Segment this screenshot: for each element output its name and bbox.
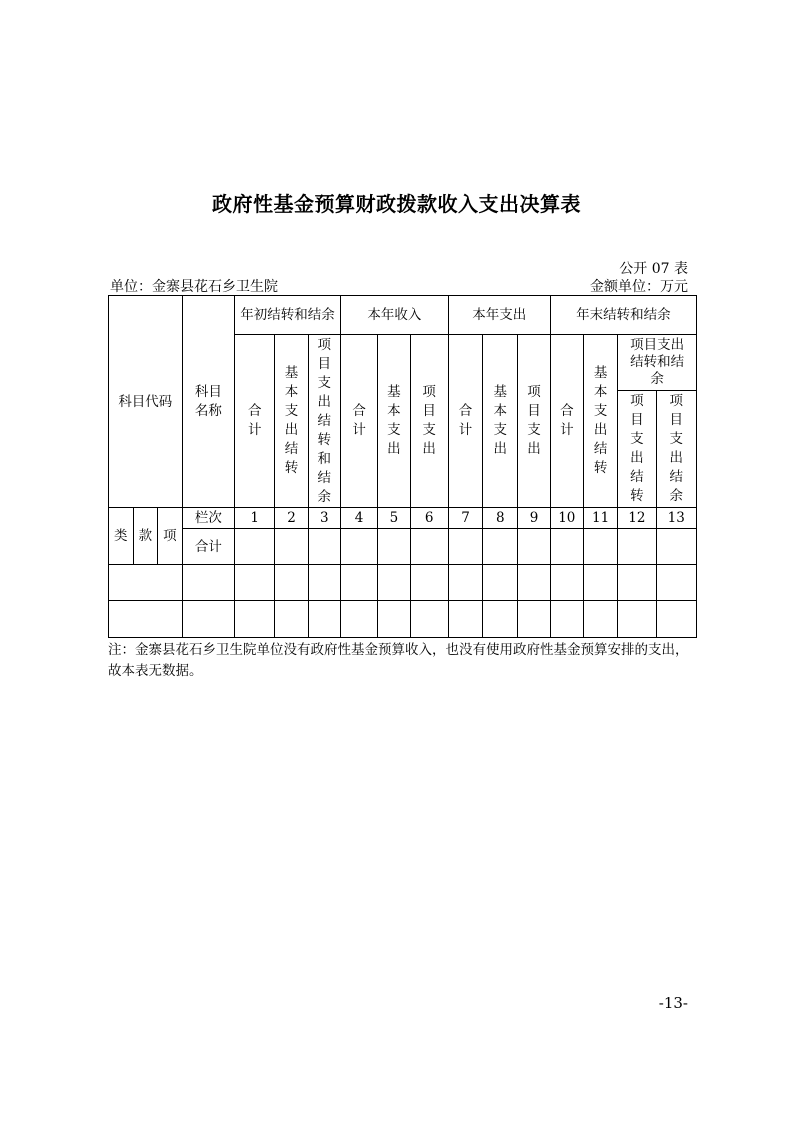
unit-label: 单位：金寨县花石乡卫生院 (110, 279, 278, 295)
group-income-header: 本年收入 (340, 296, 448, 335)
empty-cell (483, 601, 518, 638)
col-end-project-carry: 项目支出结转 (618, 391, 656, 508)
col-number-1: 1 (235, 508, 275, 529)
col-number-10: 10 (550, 508, 583, 529)
empty-cell (583, 529, 617, 565)
empty-cell (618, 565, 656, 601)
empty-cell (656, 529, 696, 565)
col-end-project-group: 项目支出结转和结余 (618, 335, 697, 391)
col-number-9: 9 (518, 508, 550, 529)
empty-cell (275, 565, 308, 601)
col-number-2: 2 (275, 508, 308, 529)
fund-budget-table (108, 295, 697, 638)
group-expense-header: 本年支出 (448, 296, 550, 335)
footnote: 注：金寨县花石乡卫生院单位没有政府性基金预算收入，也没有使用政府性基金预算安排的支出，故本表无数据。 (108, 642, 689, 679)
empty-cell (340, 529, 377, 565)
col-number-6: 6 (410, 508, 448, 529)
empty-cell (410, 565, 448, 601)
subject-code-header: 科目代码 (109, 296, 183, 508)
col-end-project-balance: 项目支出结余 (656, 391, 696, 508)
empty-cell (340, 601, 377, 638)
empty-cell (518, 565, 550, 601)
col-number-7: 7 (448, 508, 482, 529)
empty-cell (182, 565, 234, 601)
empty-cell (483, 529, 518, 565)
kuan-label: 款 (133, 508, 159, 564)
empty-cell (378, 565, 410, 601)
group-begin-header: 年初结转和结余 (235, 296, 341, 335)
empty-cell (275, 529, 308, 565)
empty-cell (550, 601, 583, 638)
empty-cell (448, 565, 482, 601)
col-income-basic: 基本支出 (378, 335, 410, 508)
cat-label: 类 (114, 528, 128, 544)
empty-cell (109, 565, 183, 601)
empty-cell (618, 601, 656, 638)
empty-cell (656, 601, 696, 638)
col-expense-project: 项目支出 (518, 335, 550, 508)
subject-name-header: 科目名称 (182, 296, 234, 508)
empty-cell (235, 601, 275, 638)
empty-cell (550, 565, 583, 601)
col-expense-total: 合计 (448, 335, 482, 508)
empty-cell (483, 565, 518, 601)
col-number-3: 3 (308, 508, 340, 529)
empty-cell (308, 565, 340, 601)
empty-cell (378, 601, 410, 638)
cat-kuan-xiang-cell (109, 508, 183, 565)
empty-cell (235, 565, 275, 601)
col-begin-basic-carry: 基本支出结转 (275, 335, 308, 508)
col-begin-project-carry-balance: 项目支出结转和结余 (308, 335, 340, 508)
col-income-total: 合计 (340, 335, 377, 508)
empty-cell (235, 529, 275, 565)
empty-cell (308, 529, 340, 565)
col-number-13: 13 (656, 508, 696, 529)
row-seq-label: 栏次 (182, 508, 234, 529)
empty-cell (410, 529, 448, 565)
empty-cell (275, 601, 308, 638)
empty-cell (618, 529, 656, 565)
empty-cell (340, 565, 377, 601)
col-end-total: 合计 (550, 335, 583, 508)
empty-cell (308, 601, 340, 638)
col-end-basic-carry: 基本支出结转 (583, 335, 617, 508)
empty-cell (448, 601, 482, 638)
col-number-5: 5 (378, 508, 410, 529)
col-expense-basic: 基本支出 (483, 335, 518, 508)
col-number-8: 8 (483, 508, 518, 529)
form-code: 公开 07 表 (619, 261, 688, 277)
empty-cell (656, 565, 696, 601)
col-number-12: 12 (618, 508, 656, 529)
empty-cell (518, 529, 550, 565)
col-number-4: 4 (340, 508, 377, 529)
empty-cell (182, 601, 234, 638)
page-title: 政府性基金预算财政拨款收入支出决算表 (212, 192, 581, 216)
empty-cell (518, 601, 550, 638)
empty-cell (378, 529, 410, 565)
group-end-header: 年末结转和结余 (550, 296, 696, 335)
empty-cell (583, 601, 617, 638)
empty-cell (109, 601, 183, 638)
empty-cell (448, 529, 482, 565)
page-number: -13- (658, 994, 688, 1012)
empty-cell (410, 601, 448, 638)
col-income-project: 项目支出 (410, 335, 448, 508)
empty-cell (583, 565, 617, 601)
col-begin-total: 合计 (235, 335, 275, 508)
amount-unit-label: 金额单位：万元 (590, 279, 688, 295)
row-total-label: 合计 (182, 529, 234, 565)
col-number-11: 11 (583, 508, 617, 529)
empty-cell (550, 529, 583, 565)
xiang-label: 项 (163, 528, 177, 544)
